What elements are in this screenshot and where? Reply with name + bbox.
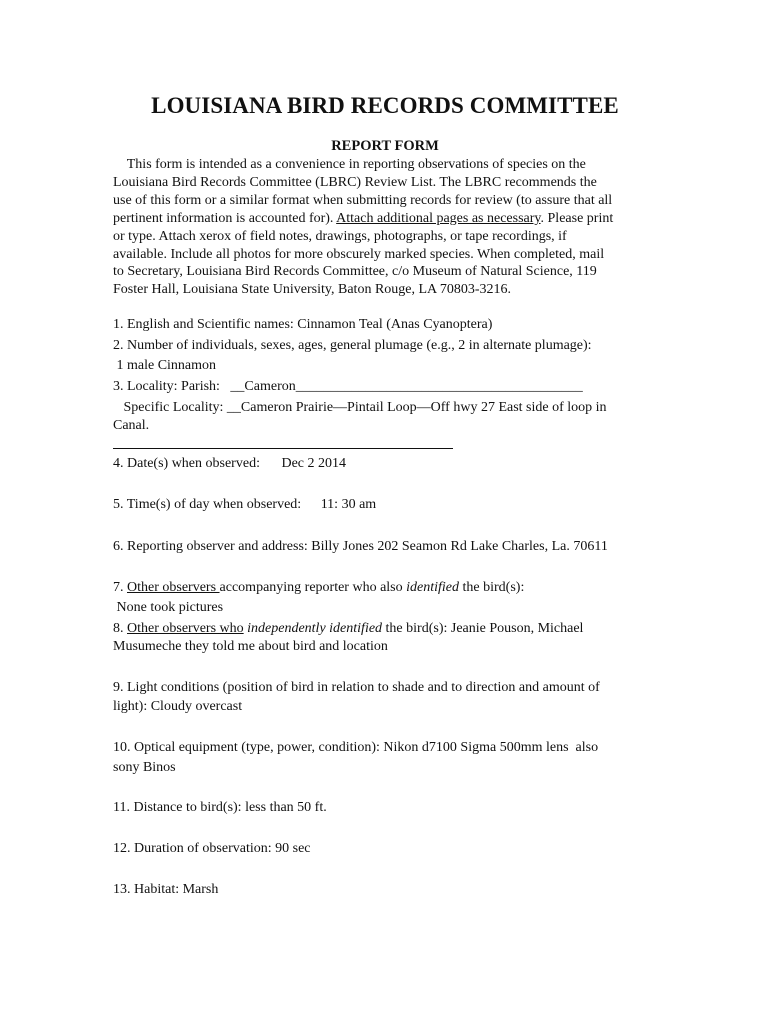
item-3-locality: 3. Locality: Parish: __Cameron_________________________________________: [113, 379, 583, 394]
item-4-value: Dec 2 2014: [281, 456, 346, 471]
item-7-number: 7.: [113, 580, 127, 595]
item-9-light-conditions: 9. Light conditions (position of bird in relation to shade and to direction and amount of: [113, 680, 600, 695]
intro-text: . Please print: [540, 210, 614, 226]
item-3-specific-locality: Specific Locality: __Cameron Prairie—Pintail Loop—Off hwy 27 East side of loop in: [113, 400, 607, 415]
item-11-distance: 11. Distance to bird(s): less than 50 ft.: [113, 800, 327, 815]
item-8-underlined: Other observers who: [127, 621, 244, 636]
intro-line: Louisiana Bird Records Committee (LBRC) Review List. The LBRC recommends the: [113, 174, 597, 190]
item-8-end: the bird(s): Jeanie Pouson, Michael: [382, 621, 584, 636]
item-7-underlined: Other observers: [127, 580, 220, 595]
intro-line: Foster Hall, Louisiana State University, Baton Rouge, LA 70803-3216.: [113, 282, 512, 298]
item-7-end: the bird(s):: [459, 580, 525, 595]
intro-line: use of this form or a similar format when submitting records for review (to assure that all: [113, 192, 613, 208]
item-10-optical-equipment: 10. Optical equipment (type, power, condition): Nikon d7100 Sigma 500mm lens also: [113, 740, 599, 755]
item-6-reporting-observer: 6. Reporting observer and address: Billy Jones 202 Seamon Rd Lake Charles, La. 70611: [113, 539, 608, 554]
intro-line: to Secretary, Louisiana Bird Records Committee, c/o Museum of Natural Science, 119: [113, 264, 597, 280]
item-8-number: 8.: [113, 621, 127, 636]
attach-pages-note: Attach additional pages as necessary: [336, 210, 541, 226]
item-5-time: [113, 497, 376, 513]
item-13-habitat: 13. Habitat: Marsh: [113, 882, 219, 897]
item-3-specific-locality-cont: Canal.: [113, 418, 150, 433]
intro-paragraph: [113, 156, 658, 299]
item-8-independent-observers: [113, 621, 583, 637]
intro-line: [113, 210, 658, 228]
item-4-label: 4. Date(s) when observed:: [113, 456, 260, 471]
intro-line: available. Include all photos for more obscurely marked species. When completed, mail: [113, 246, 605, 262]
item-9-answer: light): Cloudy overcast: [113, 699, 243, 714]
item-4-date: [113, 456, 346, 472]
item-1-names: 1. English and Scientific names: Cinnamon Teal (Anas Cyanoptera): [113, 317, 493, 332]
intro-text: pertinent information is accounted for).: [113, 210, 337, 226]
item-5-label: 5. Time(s) of day when observed:: [113, 497, 302, 512]
item-7-text: accompanying reporter who also: [219, 580, 407, 595]
page-title: LOUISIANA BIRD RECORDS COMMITTEE: [151, 93, 619, 118]
intro-line: This form is intended as a convenience in reporting observations of species on the: [113, 157, 586, 172]
item-7-answer: None took pictures: [113, 600, 224, 615]
blank-line: [113, 448, 453, 449]
item-2-answer: 1 male Cinnamon: [113, 358, 217, 373]
item-8-answer-cont: Musumeche they told me about bird and location: [113, 639, 388, 654]
item-5-value: 11: 30 am: [320, 497, 377, 512]
item-2-individuals: 2. Number of individuals, sexes, ages, general plumage (e.g., 2 in alternate plumage):: [113, 338, 592, 353]
item-10-answer: sony Binos: [113, 760, 176, 775]
item-12-duration: 12. Duration of observation: 90 sec: [113, 841, 311, 856]
intro-line: or type. Attach xerox of field notes, drawings, photographs, or tape recordings, if: [113, 228, 567, 244]
item-7-other-observers: [113, 580, 524, 596]
item-7-italic: identified: [406, 580, 460, 595]
form-subtitle: REPORT FORM: [331, 138, 439, 154]
item-8-italic: independently identified: [247, 621, 383, 636]
